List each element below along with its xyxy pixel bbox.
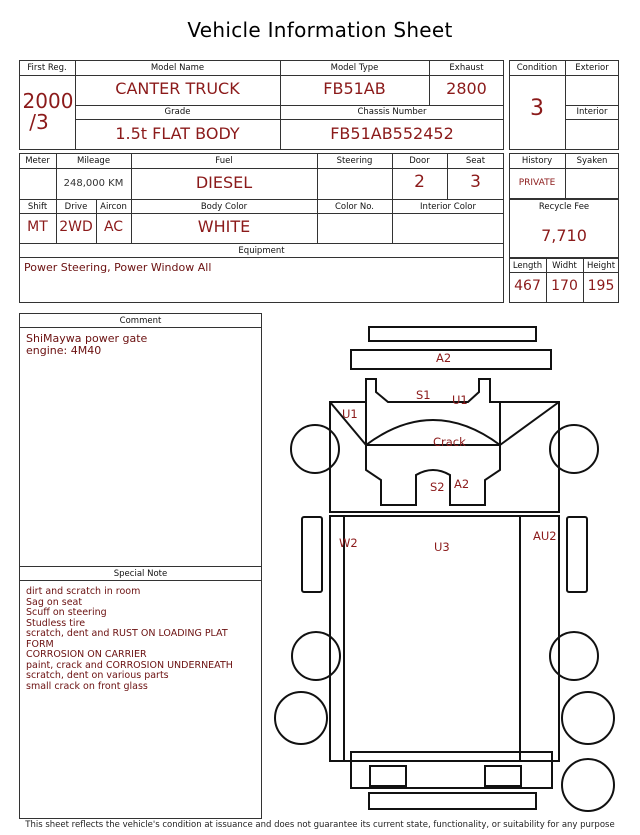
- special-note-item: scratch, dent and RUST ON LOADING PLAT: [26, 628, 228, 639]
- mark-a2-mid: A2: [454, 477, 470, 491]
- divider: [19, 213, 504, 214]
- divider: [509, 168, 619, 169]
- condition-label: Condition: [516, 63, 558, 73]
- seat-label: Seat: [465, 156, 486, 166]
- seat-value: 3: [470, 172, 481, 192]
- wheel-rear-left-2: [275, 692, 327, 744]
- divider: [19, 75, 504, 76]
- grade-label: Grade: [164, 107, 191, 117]
- front-bumper: [369, 327, 536, 341]
- special-note-item: dirt and scratch in room: [26, 586, 141, 597]
- fuel-label: Fuel: [215, 156, 233, 166]
- syaken-label: Syaken: [576, 156, 608, 166]
- equipment-label: Equipment: [238, 246, 285, 256]
- rear-bumper: [369, 793, 536, 809]
- divider: [19, 199, 504, 200]
- shift-value: MT: [27, 219, 48, 235]
- special-note-item: Studless tire: [26, 617, 86, 629]
- comment-label: Comment: [119, 316, 162, 326]
- recycle-fee-label: Recycle Fee: [538, 202, 590, 212]
- model-name-value: CANTER TRUCK: [115, 79, 240, 98]
- recycle-fee-value: 7,710: [541, 226, 587, 245]
- special-note-item: paint, crack and CORROSION UNDERNEATH: [26, 659, 233, 671]
- grade-value: 1.5t FLAT BODY: [115, 124, 240, 143]
- mileage-value: 248,000 KM: [63, 178, 124, 189]
- divider: [509, 272, 619, 273]
- special-note-item: Scuff on steering: [26, 607, 107, 618]
- loading-bed-inner: [344, 516, 520, 761]
- rear-light-right: [485, 766, 521, 786]
- comment-text: [26, 333, 147, 357]
- wheel-front-left: [291, 425, 339, 473]
- exhaust-label: Exhaust: [449, 63, 484, 73]
- steering-label: Steering: [336, 156, 373, 166]
- door-label: Door: [409, 156, 430, 166]
- page-title: Vehicle Information Sheet: [187, 18, 453, 42]
- chassis-number-label: Chassis Number: [357, 107, 427, 117]
- special-note-item: small crack on front glass: [26, 680, 148, 692]
- mark-s2: S2: [430, 480, 445, 494]
- mileage-label: Mileage: [76, 156, 111, 166]
- mark-a2-top: A2: [436, 351, 452, 365]
- aircon-label: Aircon: [100, 202, 127, 212]
- equipment-value: Power Steering, Power Window All: [24, 261, 212, 274]
- width-label: Widht: [552, 261, 577, 271]
- height-value: 195: [587, 278, 615, 294]
- wheel-spare: [562, 759, 614, 811]
- special-note-label: Special Note: [113, 569, 168, 579]
- divider: [19, 327, 262, 328]
- wheel-rear-right-1: [550, 632, 598, 680]
- chassis-number-value: FB51AB552452: [330, 124, 454, 143]
- interior-label: Interior: [576, 107, 608, 117]
- divider: [509, 75, 619, 76]
- interior-color-label: Interior Color: [420, 202, 476, 212]
- first-reg-label: First Reg.: [27, 63, 67, 73]
- divider: [19, 168, 504, 169]
- color-no-label: Color No.: [334, 202, 374, 212]
- cab-line: [500, 402, 559, 445]
- wheel-rear-right-2: [562, 692, 614, 744]
- divider: [19, 566, 262, 567]
- body-color-label: Body Color: [200, 202, 248, 212]
- divider: [565, 119, 619, 120]
- mark-u3: U3: [434, 540, 450, 554]
- wheel-front-right: [550, 425, 598, 473]
- width-value: 170: [551, 278, 578, 294]
- first-reg-month: /3: [29, 110, 49, 134]
- right-side-panel: [567, 517, 587, 592]
- body-color-value: WHITE: [197, 217, 251, 236]
- wheel-rear-left-1: [292, 632, 340, 680]
- disclaimer-footer: This sheet reflects the vehicle's condition at issuance and does not guarantee its current state, functionality, or suitability for any purpose: [25, 820, 615, 830]
- model-name-label: Model Name: [150, 63, 205, 73]
- divider: [75, 119, 504, 120]
- length-label: Length: [512, 261, 543, 271]
- special-note-list: [26, 587, 233, 692]
- mark-au2: AU2: [533, 529, 557, 543]
- mark-s1: S1: [416, 388, 431, 402]
- exterior-label: Exterior: [575, 63, 609, 73]
- special-note-item: CORROSION ON CARRIER: [26, 649, 147, 660]
- mark-u1-center: U1: [452, 393, 468, 407]
- mark-u1-left: U1: [342, 407, 358, 421]
- first-reg-year: 2000: [22, 89, 74, 113]
- special-note-item: Sag on seat: [26, 596, 83, 608]
- left-side-panel: [302, 517, 322, 592]
- divider: [19, 257, 504, 258]
- model-type-label: Model Type: [330, 63, 379, 73]
- special-note-item: FORM: [26, 638, 54, 650]
- history-value: PRIVATE: [518, 178, 556, 188]
- model-type-value: FB51AB: [323, 79, 386, 98]
- condition-value: 3: [530, 96, 544, 121]
- door-value: 2: [414, 172, 425, 192]
- fuel-value: DIESEL: [195, 173, 253, 192]
- special-note-item: scratch, dent on various parts: [26, 670, 169, 681]
- height-label: Height: [586, 261, 616, 271]
- drive-value: 2WD: [59, 219, 93, 235]
- divider: [19, 243, 504, 244]
- divider: [19, 580, 262, 581]
- truck-damage-diagram: [262, 313, 640, 819]
- mark-w2: W2: [339, 536, 358, 550]
- mark-crack: Crack: [433, 435, 466, 449]
- meter-label: Meter: [25, 156, 50, 166]
- comment-line: ShiMaywa power gate: [26, 332, 148, 345]
- rear-light-left: [370, 766, 406, 786]
- exhaust-value: 2800: [446, 79, 487, 98]
- aircon-value: AC: [103, 219, 124, 235]
- history-label: History: [521, 156, 553, 166]
- length-value: 467: [514, 278, 541, 294]
- drive-label: Drive: [64, 202, 88, 212]
- shift-label: Shift: [27, 202, 48, 212]
- comment-line: engine: 4M40: [26, 344, 102, 357]
